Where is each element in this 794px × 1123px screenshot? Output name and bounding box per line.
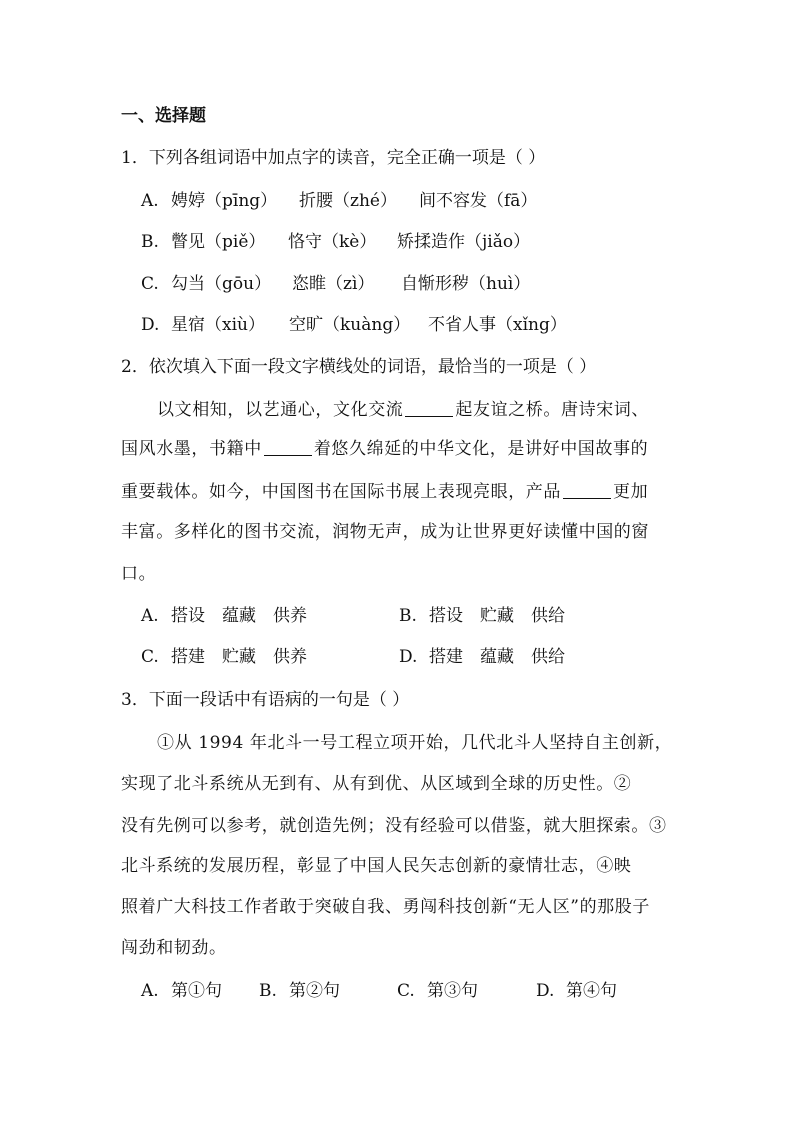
- option-item: 瞥见（piě）: [171, 232, 266, 252]
- option-label: D.: [399, 647, 418, 667]
- option-label: B.: [399, 606, 417, 626]
- option-text: 搭建 蕴藏 供给: [429, 647, 565, 667]
- question-2-stem: 2．依次填入下面一段文字横线处的词语，最恰当的一项是（ ）: [121, 357, 597, 377]
- passage-line: 没有先例可以参考，就创造先例；没有经验可以借鉴，就大胆探索。③: [121, 816, 667, 836]
- option-text: 搭设 蕴藏 供养: [171, 606, 307, 626]
- option-text: 搭设 贮藏 供给: [429, 606, 565, 626]
- option-label: B.: [259, 981, 277, 1001]
- blank-line: [264, 439, 312, 456]
- blank-line: [563, 482, 611, 499]
- passage-text: 更加: [613, 482, 649, 502]
- option-label: C.: [141, 647, 159, 667]
- question-1-stem: 1．下列各组词语中加点字的读音，完全正确一项是（ ）: [121, 148, 546, 168]
- option-item: 间不容发（fā）: [419, 191, 538, 211]
- section-title: 一、选择题: [121, 106, 206, 126]
- option-label: D.: [536, 981, 555, 1001]
- option-label: C.: [141, 274, 159, 294]
- passage-text: 起友谊之桥。唐诗宋词、: [455, 400, 650, 420]
- passage-line: 照着广大科技工作者敢于突破自我、勇闯科技创新“无人区”的那股子: [121, 897, 650, 917]
- option-item: 自惭形秽（huì）: [401, 274, 531, 294]
- option-item: 折腰（zhé）: [299, 191, 397, 211]
- option-item: 不省人事（xǐng）: [428, 315, 567, 335]
- passage-line: [157, 398, 649, 422]
- passage-line: 北斗系统的发展历程，彰显了中国人民矢志创新的豪情壮志，④映: [121, 856, 632, 876]
- option-text: 搭建 贮藏 供养: [171, 647, 307, 667]
- option-item: 娉婷（pīng）: [171, 191, 278, 211]
- option-text: 第③句: [427, 981, 478, 1001]
- option-label: A.: [141, 606, 159, 626]
- option-label: D.: [141, 315, 160, 335]
- option-item: 空旷（kuàng）: [289, 315, 411, 335]
- question-3-stem: 3．下面一段话中有语病的一句是（ ）: [121, 690, 410, 710]
- passage-text: 以文相知，以艺通心，文化交流: [157, 400, 404, 420]
- passage-line: [121, 480, 648, 504]
- passage-text: 国风水墨，书籍中: [121, 439, 262, 459]
- option-item: 星宿（xiù）: [171, 315, 265, 335]
- passage-text: 着悠久绵延的中华文化，是讲好中国故事的: [313, 439, 649, 459]
- option-text: 第①句: [171, 981, 222, 1001]
- option-item: 勾当（gōu）: [171, 274, 272, 294]
- passage-line: 丰富。多样化的图书交流，润物无声，成为让世界更好读懂中国的窗: [121, 522, 649, 542]
- option-item: 恣睢（zì）: [292, 274, 375, 294]
- passage-line: [121, 437, 648, 461]
- option-item: 矫揉造作（jiǎo）: [397, 232, 531, 252]
- passage-line: 闯劲和韧劲。: [121, 938, 227, 958]
- option-text: 第②句: [289, 981, 340, 1001]
- option-label: B.: [141, 232, 159, 252]
- blank-line: [405, 400, 453, 417]
- passage-line: 口。: [121, 564, 157, 584]
- passage-text: 重要载体。如今，中国图书在国际书展上表现亮眼，产品: [121, 482, 561, 502]
- option-label: A.: [141, 191, 159, 211]
- option-text: 第④句: [566, 981, 617, 1001]
- passage-line: ①从 1994 年北斗一号工程立项开始，几代北斗人坚持自主创新，: [157, 733, 673, 753]
- passage-line: 实现了北斗系统从无到有、从有到优、从区域到全球的历史性。②: [121, 774, 632, 794]
- option-item: 恪守（kè）: [288, 232, 377, 252]
- option-label: A.: [141, 981, 159, 1001]
- option-label: C.: [397, 981, 415, 1001]
